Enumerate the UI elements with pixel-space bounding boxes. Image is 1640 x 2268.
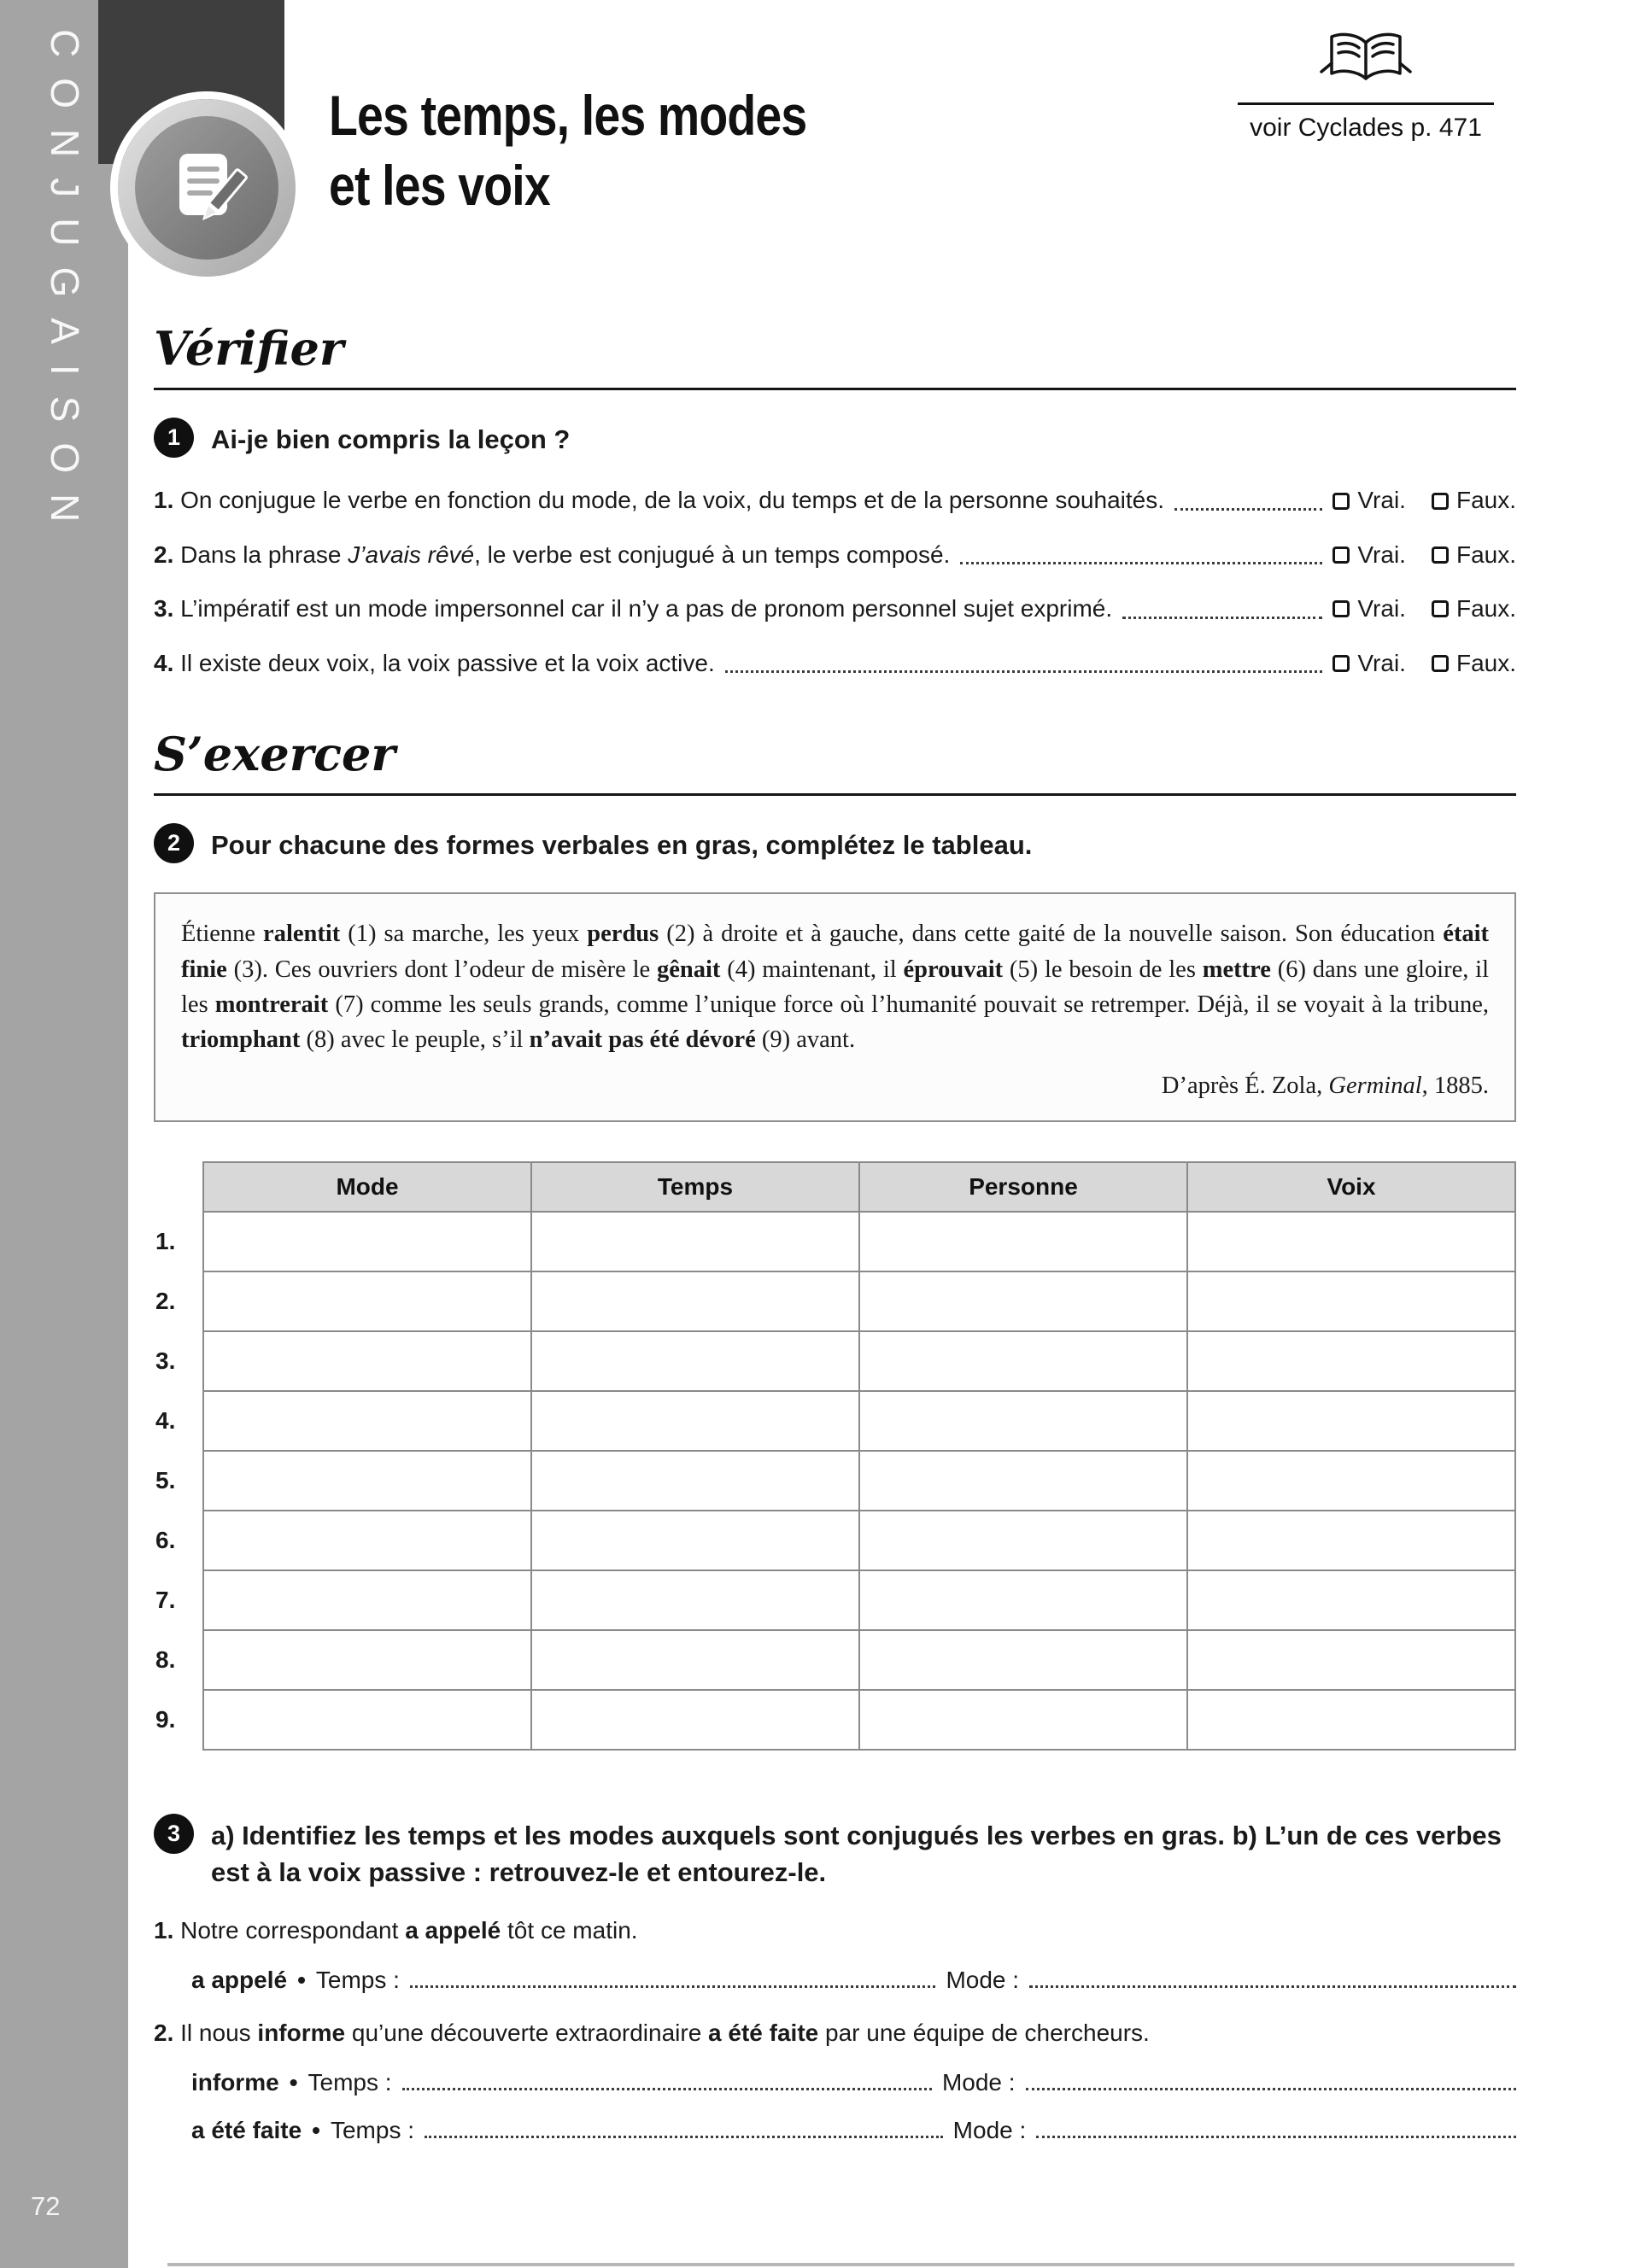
verb-label: a été faite [191, 2117, 302, 2144]
question-row [154, 485, 1516, 516]
table-cell[interactable] [203, 1391, 531, 1451]
table-cell[interactable] [531, 1212, 859, 1271]
question-row [154, 540, 1516, 570]
exercise3-number-badge: 3 [154, 1814, 194, 1854]
table-cell[interactable] [859, 1451, 1187, 1511]
vrai-checkbox[interactable] [1332, 547, 1350, 564]
section-heading-sexercer: S’exercer [154, 727, 1516, 796]
conjugation-table-wrap [154, 1161, 1516, 1751]
row-number: 3. [155, 1347, 176, 1374]
faux-option[interactable] [1432, 485, 1516, 516]
table-cell[interactable] [859, 1570, 1187, 1630]
table-cell[interactable] [531, 1570, 859, 1630]
faux-label: Faux. [1456, 541, 1516, 568]
table-cell[interactable] [203, 1331, 531, 1391]
vrai-checkbox[interactable] [1332, 655, 1350, 672]
table-cell[interactable] [859, 1212, 1187, 1271]
fill-in-row [191, 1967, 1516, 1994]
open-book-icon [1315, 29, 1417, 96]
exercise2-header [154, 821, 1516, 863]
table-cell[interactable] [203, 1690, 531, 1750]
faux-option[interactable] [1432, 540, 1516, 570]
faux-checkbox[interactable] [1432, 547, 1449, 564]
temps-blank[interactable] [425, 2136, 943, 2138]
faux-checkbox[interactable] [1432, 600, 1449, 617]
exercise1-title: Ai-je bien compris la leçon ? [211, 424, 571, 454]
table-cell[interactable] [1187, 1511, 1515, 1570]
page-title [329, 80, 806, 220]
exercise3-sentence [154, 1915, 1516, 1946]
item-number: 1. [154, 1916, 174, 1944]
page-bottom-edge [167, 2263, 1514, 2266]
table-cell[interactable] [531, 1690, 859, 1750]
column-header-temps: Temps [531, 1162, 859, 1212]
question-body: Dans la phrase J’avais rêvé, le verbe est conjugué à un temps composé. [180, 541, 951, 568]
table-cell[interactable] [531, 1511, 859, 1570]
table-cell[interactable] [203, 1212, 531, 1271]
table-row [154, 1271, 1515, 1331]
table-row [154, 1391, 1515, 1451]
reference-divider [1238, 102, 1494, 105]
faux-checkbox[interactable] [1432, 493, 1449, 510]
question-number: 4. [154, 649, 174, 676]
true-false-questions [154, 485, 1516, 679]
table-header-row [154, 1162, 1515, 1212]
column-header-personne: Personne [859, 1162, 1187, 1212]
question-body: L’impératif est un mode impersonnel car il n’y a pas de pronom personnel sujet exprimé. [180, 595, 1113, 623]
table-cell[interactable] [531, 1630, 859, 1690]
table-row [154, 1331, 1515, 1391]
question-number: 3. [154, 595, 174, 623]
table-cell[interactable] [1187, 1391, 1515, 1451]
table-cell[interactable] [203, 1630, 531, 1690]
vrai-faux-group [1332, 648, 1516, 679]
table-cell[interactable] [1187, 1690, 1515, 1750]
exercise3-title: a) Identifiez les temps et les modes auxquels sont conjugués les verbes en gras. b) L’un de ces verbes est à la voix passive : retrouvez-le et entourez-le. [211, 1820, 1502, 1888]
faux-checkbox[interactable] [1432, 655, 1449, 672]
verb-label: a appelé [191, 1967, 288, 1994]
exercise2-number-badge: 2 [154, 823, 194, 863]
vrai-label: Vrai. [1357, 595, 1406, 623]
dotted-leader [1122, 617, 1322, 619]
exercise3-header [154, 1812, 1516, 1891]
excerpt-text: Étienne ralentit (1) sa marche, les yeux perdus (2) à droite et à gauche, dans cette gaité de la nouvelle saison. Son éducation était finie (3). Ces ouvriers dont l’odeur de misère le gênait (4) maintenant, il éprouvait (5) le besoin de les mettre (6) dans une gloire, il les montrerait (7) comme les seuls grands, comme l’unique force où l’humanité pouvait se retremper. Déjà, il se voyait à la tribune, triomphant (8) avec le peuple, s’il n’avait pas été dévoré (9) avant. [181, 921, 1489, 1054]
vrai-label: Vrai. [1357, 649, 1406, 676]
row-number: 9. [155, 1705, 176, 1733]
page-content [154, 0, 1516, 2144]
table-row [154, 1690, 1515, 1750]
temps-label: Temps : [308, 2069, 392, 2096]
table-cell[interactable] [203, 1511, 531, 1570]
mode-blank[interactable] [1036, 2136, 1516, 2138]
exercise2-title: Pour chacune des formes verbales en gras, complétez le tableau. [211, 829, 1033, 860]
fill-in-row [191, 2117, 1516, 2144]
vrai-faux-group [1332, 593, 1516, 624]
table-cell[interactable] [1187, 1570, 1515, 1630]
table-cell[interactable] [859, 1630, 1187, 1690]
table-cell[interactable] [1187, 1451, 1515, 1511]
temps-blank[interactable] [410, 1985, 936, 1988]
dotted-leader [1174, 508, 1322, 511]
dotted-leader [960, 562, 1322, 564]
faux-option[interactable] [1432, 593, 1516, 624]
vrai-option[interactable] [1332, 485, 1406, 516]
cyclades-reference [1238, 29, 1494, 143]
question-text [154, 540, 950, 570]
question-row [154, 593, 1516, 624]
vrai-faux-group [1332, 540, 1516, 570]
question-text [154, 485, 1164, 516]
conjugation-table [154, 1161, 1516, 1751]
page-title-line1: Les temps, les modes [329, 84, 807, 148]
table-cell[interactable] [859, 1690, 1187, 1750]
table-row [154, 1212, 1515, 1271]
vrai-checkbox[interactable] [1332, 600, 1350, 617]
mode-blank[interactable] [1029, 1985, 1516, 1988]
page-title-line2: et les voix [329, 154, 550, 218]
table-cell[interactable] [859, 1391, 1187, 1451]
chapter-sidebar [0, 0, 128, 2268]
row-number: 1. [155, 1227, 176, 1254]
faux-option[interactable] [1432, 648, 1516, 679]
table-cell[interactable] [203, 1570, 531, 1630]
row-number: 5. [155, 1466, 176, 1493]
table-cell[interactable] [1187, 1271, 1515, 1331]
table-cell[interactable] [531, 1271, 859, 1331]
table-cell[interactable] [1187, 1331, 1515, 1391]
literary-excerpt-box [154, 892, 1516, 1122]
section-heading-verifier: Vérifier [154, 321, 1516, 390]
question-text [154, 593, 1112, 624]
table-cell[interactable] [859, 1511, 1187, 1570]
excerpt-attribution: D’après É. Zola, Germinal, 1885. [1161, 1072, 1489, 1099]
exercise3-sentence [154, 2018, 1516, 2049]
exercise3-items [154, 1915, 1516, 2145]
row-number: 6. [155, 1526, 176, 1553]
bullet-separator: • [312, 2117, 320, 2144]
faux-label: Faux. [1456, 487, 1516, 514]
vrai-checkbox[interactable] [1332, 493, 1350, 510]
temps-blank[interactable] [402, 2088, 932, 2090]
column-header-voix: Voix [1187, 1162, 1515, 1212]
column-header-mode: Mode [203, 1162, 531, 1212]
vrai-faux-group [1332, 485, 1516, 516]
faux-label: Faux. [1456, 649, 1516, 676]
question-number: 1. [154, 487, 174, 514]
question-text [154, 648, 715, 679]
mode-label: Mode : [941, 2069, 1016, 2096]
temps-label: Temps : [330, 2117, 415, 2144]
fill-in-row [191, 2069, 1516, 2096]
table-row [154, 1570, 1515, 1630]
row-number: 2. [155, 1287, 176, 1314]
table-cell[interactable] [203, 1451, 531, 1511]
verb-label: informe [191, 2069, 279, 2096]
sentence-body: Notre correspondant a appelé tôt ce matin. [180, 1916, 638, 1944]
chapter-vertical-label: CONJUGAISON [43, 29, 87, 543]
table-cell[interactable] [203, 1271, 531, 1331]
page-number: 72 [31, 2191, 61, 2221]
question-body: On conjugue le verbe en fonction du mode, de la voix, du temps et de la personne souhaités. [180, 487, 1164, 514]
table-cell[interactable] [859, 1331, 1187, 1391]
row-number: 7. [155, 1586, 176, 1613]
table-cell[interactable] [531, 1391, 859, 1451]
table-row [154, 1511, 1515, 1570]
table-cell[interactable] [1187, 1212, 1515, 1271]
table-row [154, 1451, 1515, 1511]
table-cell[interactable] [1187, 1630, 1515, 1690]
mode-label: Mode : [952, 2117, 1027, 2144]
question-body: Il existe deux voix, la voix passive et la voix active. [180, 649, 715, 676]
table-cell[interactable] [531, 1451, 859, 1511]
question-number: 2. [154, 541, 174, 568]
exercise1-header [154, 416, 1516, 458]
item-number: 2. [154, 2020, 174, 2047]
bullet-separator: • [289, 2069, 298, 2096]
sentence-body: Il nous informe qu’une découverte extraordinaire a été faite par une équipe de chercheurs. [180, 2020, 1150, 2047]
mode-label: Mode : [946, 1967, 1020, 1994]
vrai-option[interactable] [1332, 648, 1406, 679]
temps-label: Temps : [315, 1967, 400, 1994]
row-number: 8. [155, 1645, 176, 1673]
row-number: 4. [155, 1406, 176, 1434]
question-row [154, 648, 1516, 679]
vrai-option[interactable] [1332, 540, 1406, 570]
table-cell[interactable] [531, 1331, 859, 1391]
mode-blank[interactable] [1026, 2088, 1516, 2090]
dotted-leader [725, 670, 1323, 673]
faux-label: Faux. [1456, 595, 1516, 623]
vrai-label: Vrai. [1357, 541, 1406, 568]
bullet-separator: • [297, 1967, 306, 1994]
reference-text: voir Cyclades p. 471 [1250, 114, 1482, 142]
vrai-label: Vrai. [1357, 487, 1406, 514]
table-corner [154, 1162, 203, 1212]
vrai-option[interactable] [1332, 593, 1406, 624]
table-cell[interactable] [859, 1271, 1187, 1331]
exercise1-number-badge: 1 [154, 418, 194, 458]
table-row [154, 1630, 1515, 1690]
page-header [154, 0, 1516, 229]
